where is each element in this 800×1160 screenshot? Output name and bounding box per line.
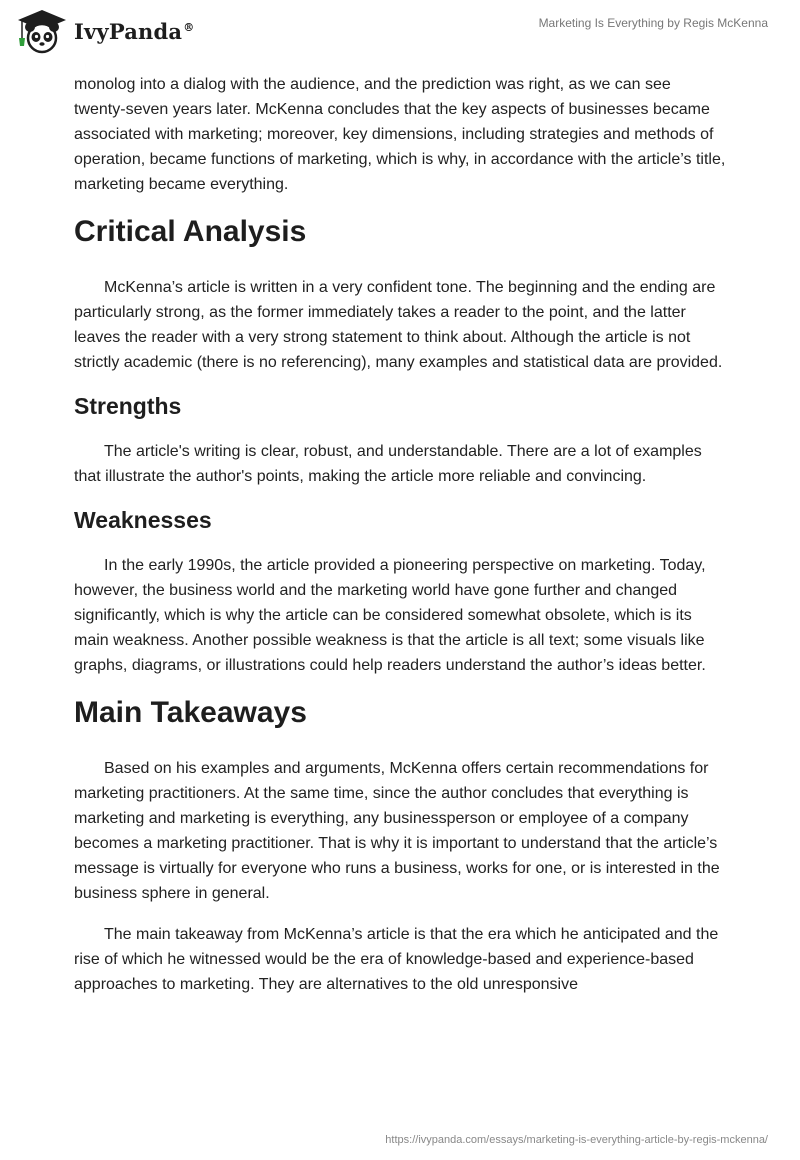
takeaways-paragraph-1: Based on his examples and arguments, McKenna offers certain recommendations for marketing practitioners. At the same time, since the author concludes that everything is marketing and marketing is everything, any businessperson or employee of a company becomes a marketing practitioner. That is why it is important to understand that the article’s message is virtually for everyone who runs a business, works for one, or is interested in the business sphere in general.	[74, 760, 720, 902]
ivypanda-logo[interactable]	[16, 8, 194, 54]
strengths-paragraph: The article's writing is clear, robust, and understandable. There are a lot of examples that illustrate the author's points, making the article more reliable and convincing.	[74, 443, 702, 485]
source-url[interactable]: https://ivypanda.com/essays/marketing-is-everything-article-by-regis-mckenna/	[385, 1134, 768, 1146]
page-header	[0, 0, 800, 64]
takeaways-paragraph-2: The main takeaway from McKenna’s article is that the era which he anticipated and the rise of which he witnessed would be the era of knowledge-based and experience-based approaches to marketing. They are alternatives to the old unresponsive	[74, 926, 719, 993]
brand-name: IvyPanda®	[74, 18, 195, 44]
article-body	[74, 72, 726, 1013]
document-title: Marketing Is Everything by Regis McKenna	[538, 16, 768, 30]
critical-analysis-paragraph: McKenna’s article is written in a very confident tone. The beginning and the ending are particularly strong, as the former immediately takes a reader to the point, and the latter leaves the reader with a very strong statement to think about. Although the article is not strictly academic (there is no referencing), many examples and statistical data are provided.	[74, 279, 723, 371]
registered-mark: ®	[183, 20, 195, 34]
heading-critical-analysis: Critical Analysis	[74, 215, 307, 248]
weaknesses-paragraph: In the early 1990s, the article provided a pioneering perspective on marketing. Today, however, the business world and the marketing world have gone further and changed significantly, which is why the article can be considered somewhat obsolete, which is its main weakness. Another possible weakness is that the article is all text; some visuals like graphs, diagrams, or illustrations could help readers understand the author’s ideas better.	[74, 557, 706, 674]
heading-main-takeaways: Main Takeaways	[74, 696, 307, 729]
heading-weaknesses: Weaknesses	[74, 507, 212, 533]
heading-strengths: Strengths	[74, 393, 182, 419]
intro-paragraph: monolog into a dialog with the audience, and the prediction was right, as we can see twenty-seven years later. McKenna concludes that the key aspects of businesses became associated with marketing; moreover, key dimensions, including strategies and methods of operation, became functions of marketing, which is why, in accordance with the article’s title, marketing became everything.	[74, 76, 726, 193]
panda-graduation-icon	[16, 8, 68, 54]
